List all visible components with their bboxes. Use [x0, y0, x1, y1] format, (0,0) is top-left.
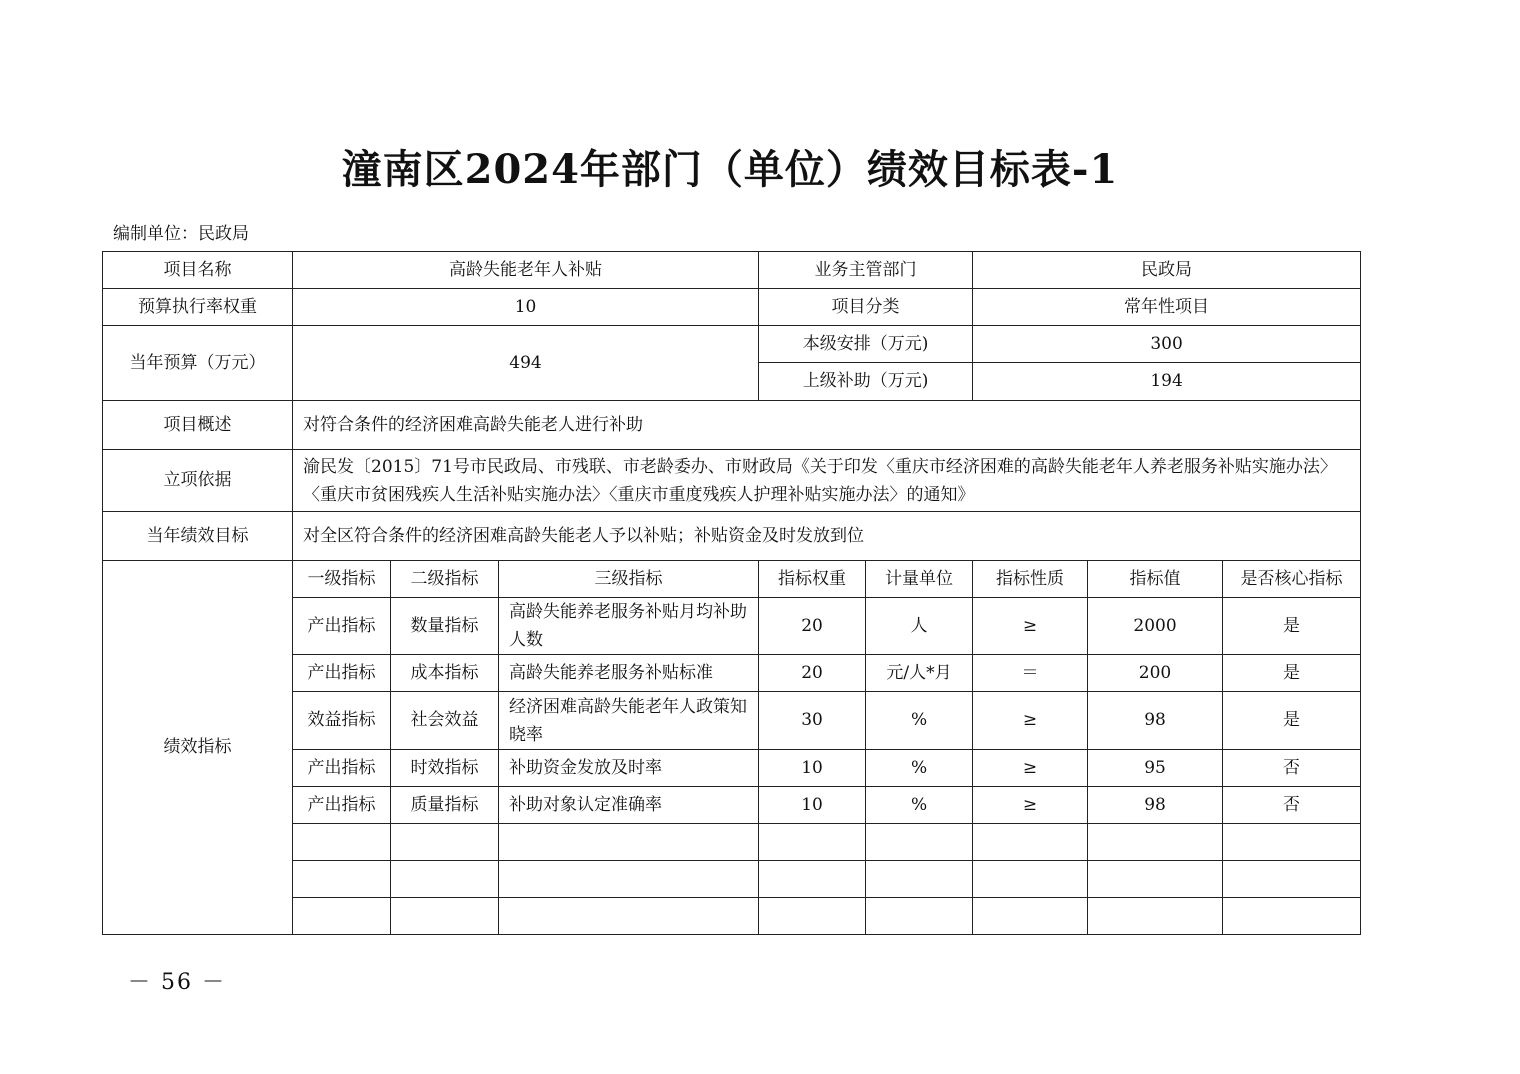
indicator-level2: 数量指标: [391, 598, 499, 655]
indicator-header-row: [103, 561, 1361, 598]
budget-value: 494: [293, 326, 759, 401]
row-weight: [103, 289, 1361, 326]
indicator-level1: 产出指标: [293, 787, 391, 824]
header-core: 是否核心指标: [1223, 561, 1361, 598]
indicator-weight: 20: [759, 655, 866, 692]
indicator-value: 98: [1088, 692, 1223, 750]
header-weight: 指标权重: [759, 561, 866, 598]
overview-value: 对符合条件的经济困难高龄失能老人进行补助: [293, 401, 1361, 450]
category-label: 项目分类: [759, 289, 973, 326]
row-project-name: [103, 252, 1361, 289]
indicator-unit: %: [866, 787, 973, 824]
indicator-level3: 经济困难高龄失能老年人政策知晓率: [499, 692, 759, 750]
compiling-unit: 编制单位：民政局: [113, 224, 249, 244]
row-overview: [103, 401, 1361, 450]
indicator-nature: ≥: [973, 787, 1088, 824]
dept-label: 业务主管部门: [759, 252, 973, 289]
indicator-core: 否: [1223, 787, 1361, 824]
row-goal: [103, 512, 1361, 561]
indicator-nature: ≥: [973, 598, 1088, 655]
indicator-level2: 时效指标: [391, 750, 499, 787]
project-name-label: 项目名称: [103, 252, 293, 289]
indicator-value: 200: [1088, 655, 1223, 692]
indicator-level1: 效益指标: [293, 692, 391, 750]
indicator-level1: 产出指标: [293, 598, 391, 655]
header-level2: 二级指标: [391, 561, 499, 598]
indicator-level2: 质量指标: [391, 787, 499, 824]
indicator-unit: 人: [866, 598, 973, 655]
basis-label: 立项依据: [103, 450, 293, 512]
indicator-core: 否: [1223, 750, 1361, 787]
indicator-unit: 元/人*月: [866, 655, 973, 692]
indicator-level2: 社会效益: [391, 692, 499, 750]
indicator-level3: 补助对象认定准确率: [499, 787, 759, 824]
performance-target-table: [102, 251, 1361, 935]
indicator-value: 98: [1088, 787, 1223, 824]
indicator-level1: 产出指标: [293, 655, 391, 692]
header-value: 指标值: [1088, 561, 1223, 598]
category-value: 常年性项目: [973, 289, 1361, 326]
indicator-nature: ≥: [973, 750, 1088, 787]
indicator-weight: 20: [759, 598, 866, 655]
local-funding-value: 300: [973, 326, 1361, 363]
indicator-level1: 产出指标: [293, 750, 391, 787]
indicator-level3: 高龄失能养老服务补贴标准: [499, 655, 759, 692]
indicator-nature: ≥: [973, 692, 1088, 750]
page-title: 潼南区2024年部门（单位）绩效目标表-1: [341, 146, 1119, 193]
indicator-weight: 10: [759, 750, 866, 787]
indicator-unit: %: [866, 692, 973, 750]
row-budget: [103, 326, 1361, 363]
indicator-level3: 补助资金发放及时率: [499, 750, 759, 787]
overview-label: 项目概述: [103, 401, 293, 450]
indicator-nature: ＝: [973, 655, 1088, 692]
upper-funding-value: 194: [973, 363, 1361, 401]
header-level1: 一级指标: [293, 561, 391, 598]
page-number: － 56 －: [128, 970, 226, 995]
basis-value: 渝民发〔2015〕71号市民政局、市残联、市老龄委办、市财政局《关于印发〈重庆市经济困难的高龄失能老年人养老服务补贴实施办法〉〈重庆市贫困残疾人生活补贴实施办法〉〈重庆市重度残疾人护理补贴实施办法〉的通知》: [293, 450, 1361, 512]
upper-funding-label: 上级补助（万元): [759, 363, 973, 401]
header-unit: 计量单位: [866, 561, 973, 598]
indicator-level3: 高龄失能养老服务补贴月均补助人数: [499, 598, 759, 655]
indicator-weight: 30: [759, 692, 866, 750]
project-name-value: 高龄失能老年人补贴: [293, 252, 759, 289]
indicator-core: 是: [1223, 692, 1361, 750]
indicator-unit: %: [866, 750, 973, 787]
budget-label: 当年预算（万元）: [103, 326, 293, 401]
goal-label: 当年绩效目标: [103, 512, 293, 561]
indicator-level2: 成本指标: [391, 655, 499, 692]
indicator-core: 是: [1223, 655, 1361, 692]
indicators-label: 绩效指标: [103, 561, 293, 935]
header-nature: 指标性质: [973, 561, 1088, 598]
indicator-weight: 10: [759, 787, 866, 824]
local-funding-label: 本级安排（万元): [759, 326, 973, 363]
indicator-value: 95: [1088, 750, 1223, 787]
header-level3: 三级指标: [499, 561, 759, 598]
row-basis: [103, 450, 1361, 512]
dept-value: 民政局: [973, 252, 1361, 289]
indicator-value: 2000: [1088, 598, 1223, 655]
goal-value: 对全区符合条件的经济困难高龄失能老人予以补贴；补贴资金及时发放到位: [293, 512, 1361, 561]
weight-label: 预算执行率权重: [103, 289, 293, 326]
weight-value: 10: [293, 289, 759, 326]
indicator-core: 是: [1223, 598, 1361, 655]
